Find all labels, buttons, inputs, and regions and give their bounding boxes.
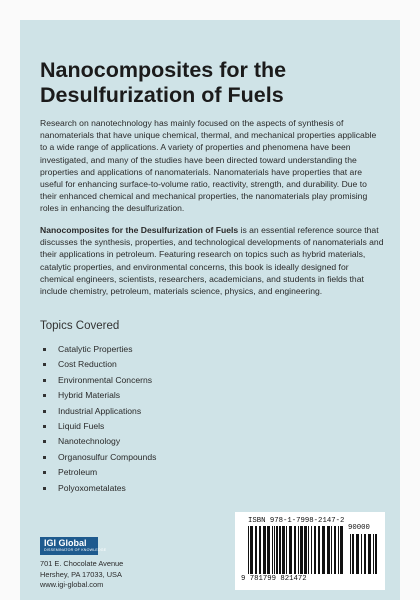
barcode-bar (289, 526, 292, 574)
topic-label: Nanotechnology (58, 436, 121, 447)
book-title-inline: Nanocomposites for the Desulfurization of Fuels (40, 225, 239, 235)
barcode-bar (259, 526, 261, 574)
bullet-icon (43, 425, 46, 428)
barcode-bar (308, 526, 309, 574)
barcode-bar (282, 526, 285, 574)
barcode-bar (318, 526, 320, 574)
barcode-bar (300, 526, 303, 574)
topic-item (40, 465, 156, 480)
topic-label: Organosulfur Compounds (58, 451, 157, 462)
topic-item (40, 342, 156, 357)
title-line-1: Nanocomposites for the (40, 58, 287, 82)
barcode-bar (364, 534, 366, 574)
book-title (40, 58, 380, 108)
bullet-icon (43, 410, 46, 413)
barcode-bar (352, 534, 354, 574)
barcode-bar (298, 526, 299, 574)
bullet-icon (43, 394, 46, 397)
barcode-bar (322, 526, 325, 574)
topic-item (40, 434, 156, 449)
barcode-bar (250, 526, 253, 574)
bullet-icon (43, 471, 46, 474)
barcode-bar (375, 534, 377, 574)
barcode-bar (263, 526, 266, 574)
publisher-logo-text: IGI Global (44, 538, 87, 548)
barcode-bar (304, 526, 307, 574)
barcode-bar (272, 526, 273, 574)
publisher-logo (40, 537, 107, 555)
topic-label: Industrial Applications (58, 405, 142, 416)
barcode-bars (247, 526, 343, 576)
barcode-bar (279, 526, 281, 574)
topic-label: Liquid Fuels (58, 420, 105, 431)
topic-label: Petroleum (58, 467, 98, 478)
topic-label: Catalytic Properties (58, 344, 133, 354)
barcode-bar (314, 526, 316, 574)
barcode-bar (334, 526, 336, 574)
topic-item (40, 357, 156, 372)
isbn-barcode (235, 512, 385, 590)
topic-label: Hybrid Materials (58, 390, 121, 401)
topic-label: Cost Reduction (58, 359, 117, 370)
title-line-2: Desulfurization of Fuels (40, 83, 284, 107)
barcode-bar (356, 534, 359, 574)
barcode-bar (311, 526, 312, 574)
address-line: 701 E. Chocolate Avenue (40, 559, 124, 568)
bullet-icon (43, 456, 46, 459)
barcode-bar (274, 526, 275, 574)
price-barcode-bars (349, 534, 379, 576)
barcode-bar (276, 526, 278, 574)
bullet-icon (43, 363, 46, 366)
barcode-bar (373, 534, 374, 574)
bullet-icon (43, 348, 46, 351)
topics-heading: Topics Covered (40, 320, 120, 332)
publisher-logo-tagline: DISSEMINATOR OF KNOWLEDGE (44, 548, 107, 552)
barcode-bar (361, 534, 362, 574)
barcode-digits: 9 781799 821472 (241, 575, 307, 583)
bullet-icon (43, 440, 46, 443)
barcode-bar (286, 526, 287, 574)
barcode-bar (327, 526, 330, 574)
barcode-bar (338, 526, 339, 574)
topic-item (40, 450, 156, 465)
barcode-bar (331, 526, 332, 574)
topic-label: Polyoxometalates (58, 482, 126, 493)
publisher-address (40, 559, 123, 591)
bullet-icon (43, 487, 46, 490)
topic-label: Environmental Concerns (58, 374, 153, 385)
barcode-bar (267, 526, 270, 574)
topic-item (40, 404, 156, 419)
topic-item (40, 388, 156, 403)
barcode-bar (248, 526, 249, 574)
description-paragraph-2-text: is an essential reference source that discusses the synthesis, properties, and technological developments of nanomaterials and their applications in petroleum. Featuring research on topics such as hybrid materials, catalytic properties, and environmental concerns, this book is ideally designed for chemical engineers, scientists, researchers, academicians, and students in fields that include chemistry, petroleum, materials science, physics, and engineering. (40, 225, 384, 297)
description-paragraph-1: Research on nanotechnology has mainly focused on the aspects of synthesis of nanomaterials that have unique chemical, thermal, and mechanical properties applicable to a wide range of applications. A variety of properties and phenomena have been investigated, and many of the studies have been directed toward understanding the properties and applications of nanomaterials. Nanomaterials have properties that are useful for enhancing surface-to-volume ratio, reactivity, strength, and durability. Due to their enhanced chemical and mechanical properties, the nanomaterials play promising roles in enhancing the desulfurization. (40, 118, 377, 214)
barcode-bar (255, 526, 257, 574)
barcode-bar (368, 534, 371, 574)
barcode-bar (350, 534, 351, 574)
address-line: Hershey, PA 17033, USA (40, 569, 122, 579)
topics-list (40, 342, 156, 496)
publisher-website: www.igi-global.com (40, 580, 104, 589)
topic-item (40, 373, 156, 388)
bullet-icon (43, 379, 46, 382)
description-paragraph-2 (40, 224, 384, 297)
price-code: 90000 (348, 524, 370, 532)
topic-item (40, 419, 156, 434)
barcode-bar (294, 526, 296, 574)
topic-item (40, 481, 156, 496)
barcode-bar (340, 526, 343, 574)
book-back-cover (20, 20, 400, 600)
isbn-text: ISBN 978-1-7998-2147-2 (248, 517, 345, 525)
